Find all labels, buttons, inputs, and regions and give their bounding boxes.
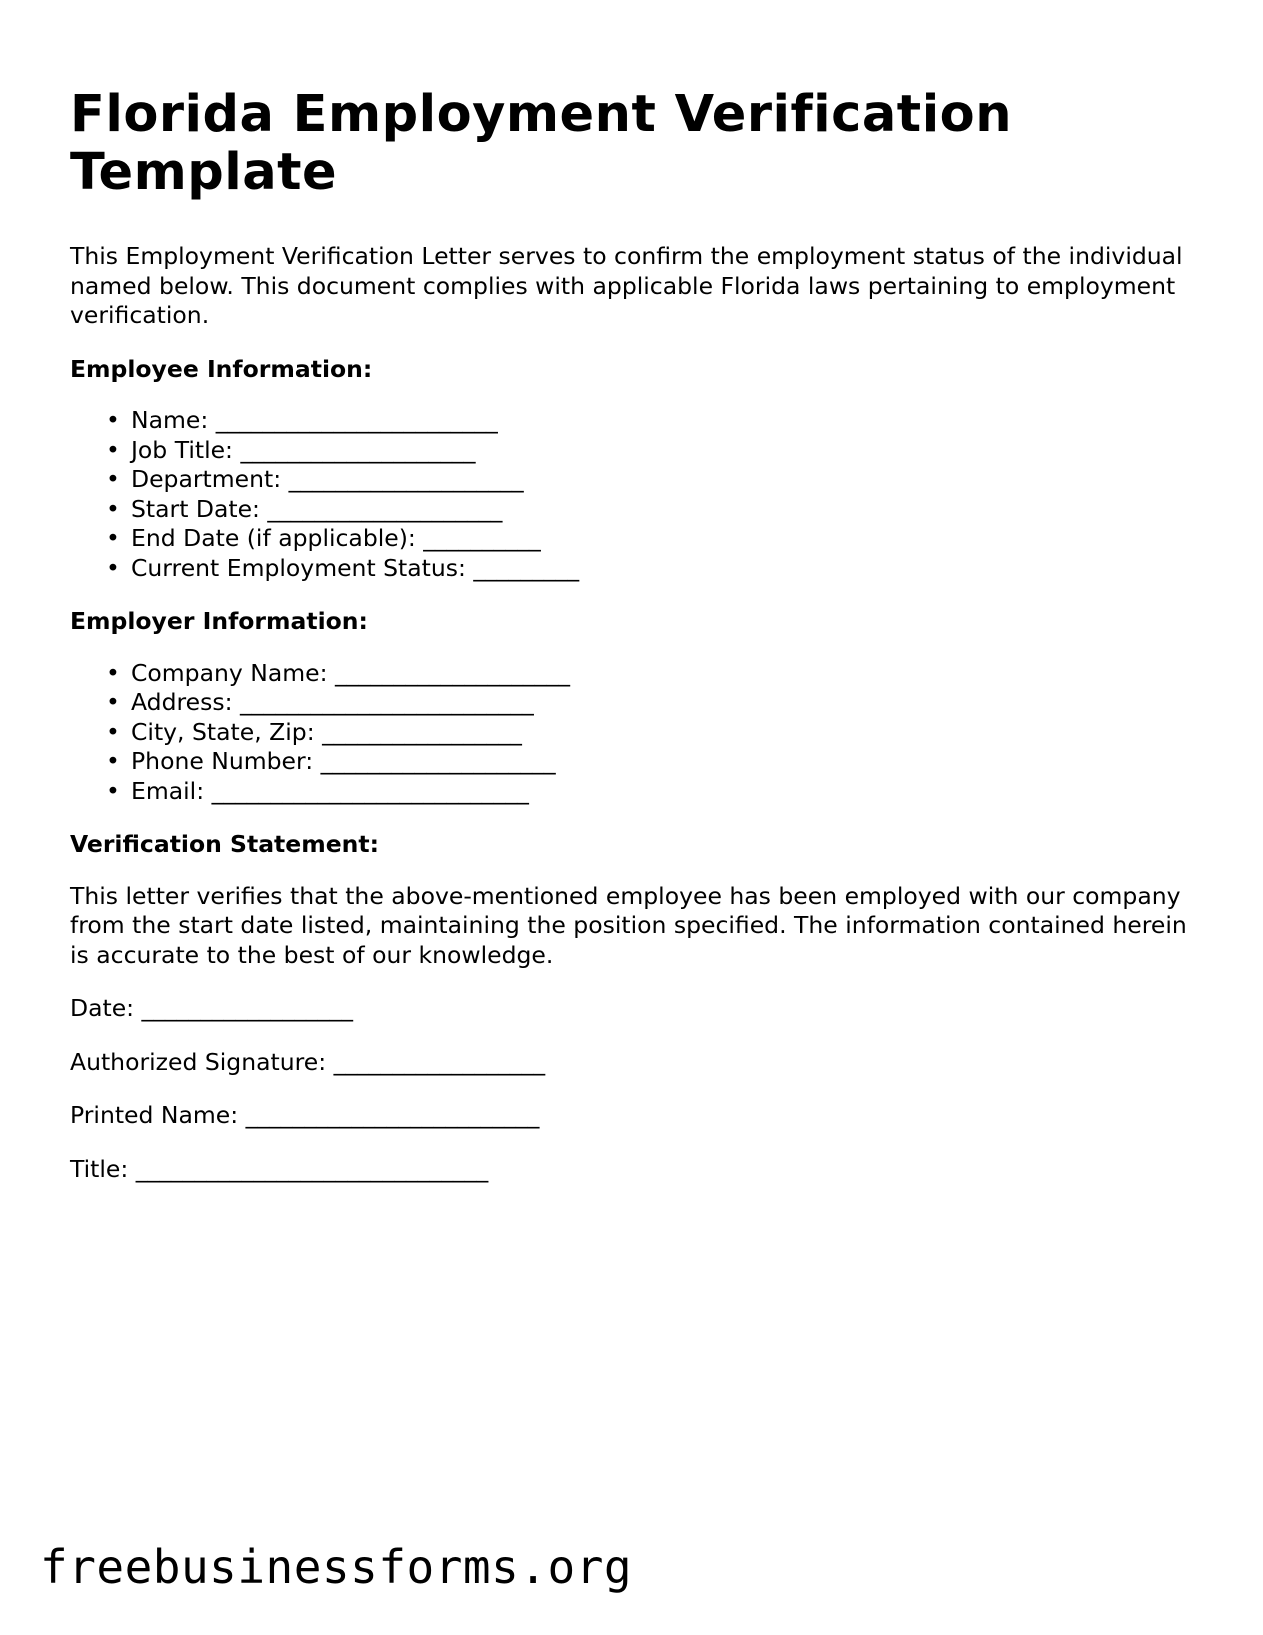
field-label: Start Date: ____________________ bbox=[131, 494, 503, 523]
bullet-icon: • bbox=[106, 494, 120, 523]
bullet-icon: • bbox=[106, 747, 120, 775]
field-label: Phone Number: ____________________ bbox=[131, 747, 556, 775]
printed-name-field: Printed Name: _________________________ bbox=[70, 1101, 540, 1129]
field-label: Department: ____________________ bbox=[131, 465, 524, 493]
bullet-icon: • bbox=[106, 717, 120, 746]
page-title: Florida Employment Verification Template bbox=[70, 85, 1013, 202]
field-label: City, State, Zip: _________________ bbox=[131, 717, 522, 746]
employee-status-field bbox=[106, 554, 1200, 584]
employer-info-heading: Employer Information: bbox=[70, 607, 368, 635]
city-state-zip-field bbox=[106, 718, 1200, 748]
authorized-signature-field: Authorized Signature: __________________ bbox=[70, 1047, 546, 1076]
field-label: Email: ___________________________ bbox=[131, 776, 529, 805]
verification-statement: This letter verifies that the above-mentioned employee has been employed with our company from the start date listed, maintaining the position specified. The information contained herein is accurate to the best of our knowledge. bbox=[70, 881, 1187, 969]
bullet-icon: • bbox=[106, 435, 120, 464]
signer-title-field: Title: ______________________________ bbox=[70, 1154, 489, 1183]
field-label: Name: ________________________ bbox=[131, 406, 498, 434]
email-field bbox=[106, 777, 1200, 807]
employer-info-list bbox=[70, 659, 1200, 807]
document-page bbox=[70, 86, 1200, 1208]
bullet-icon: • bbox=[106, 406, 120, 434]
employee-info-heading: Employee Information: bbox=[70, 354, 373, 383]
employee-name-field bbox=[106, 406, 1200, 436]
address-field bbox=[106, 688, 1200, 718]
company-name-field bbox=[106, 659, 1200, 689]
bullet-icon: • bbox=[106, 465, 120, 493]
employee-job-title-field bbox=[106, 436, 1200, 466]
employee-info-list bbox=[70, 406, 1200, 583]
bullet-icon: • bbox=[106, 553, 120, 582]
field-label: Job Title: ____________________ bbox=[131, 435, 476, 464]
field-label: Current Employment Status: _________ bbox=[131, 553, 580, 582]
date-field: Date: __________________ bbox=[70, 994, 354, 1022]
bullet-icon: • bbox=[106, 776, 120, 805]
bullet-icon: • bbox=[106, 688, 120, 716]
field-label: End Date (if applicable): __________ bbox=[131, 524, 541, 552]
phone-number-field bbox=[106, 747, 1200, 777]
site-watermark: freebusinessforms.org bbox=[40, 1540, 633, 1594]
bullet-icon: • bbox=[106, 524, 120, 552]
field-label: Company Name: ____________________ bbox=[131, 658, 570, 687]
bullet-icon: • bbox=[106, 658, 120, 687]
employee-start-date-field bbox=[106, 495, 1200, 525]
verification-heading: Verification Statement: bbox=[70, 830, 380, 858]
intro-paragraph: This Employment Verification Letter serves to confirm the employment status of the individual named below. This document complies with applicable Florida laws pertaining to employment verification. bbox=[70, 242, 1183, 329]
employee-end-date-field bbox=[106, 524, 1200, 554]
field-label: Address: _________________________ bbox=[131, 688, 534, 716]
employee-department-field bbox=[106, 465, 1200, 495]
